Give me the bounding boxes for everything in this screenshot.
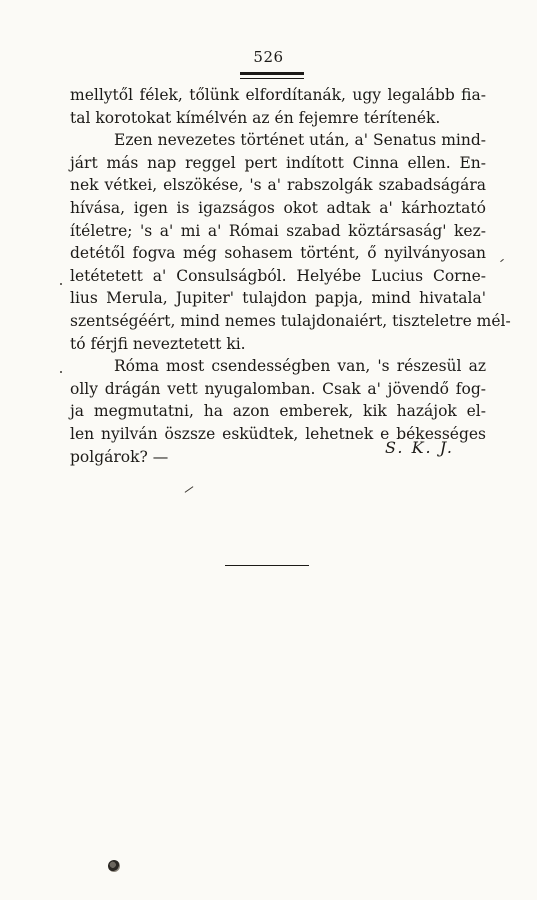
text-line: mellytől félek, tőlünk elfordítanák, ugy legalább fia- (70, 86, 486, 104)
printer-ornament-icon (108, 860, 120, 872)
ink-speck (500, 259, 504, 262)
text-line: polgárok? — (70, 447, 169, 466)
header-rule-thin (240, 78, 304, 79)
ink-speck (60, 283, 62, 285)
text-line: detétől fogva még sohasem történt, ő nyilványosan (70, 244, 486, 263)
text-line: szentségéért, mind nemes tulajdonaiért, tiszteletre mél- (70, 311, 511, 330)
text-line: len nyilván öszsze esküdtek, lehetnek e békességes (70, 424, 486, 443)
text-line: tal korotokat kímélvén az én fejemre térítenék. (70, 108, 441, 127)
bottom-rule (225, 565, 309, 566)
signature: S. K. J. (385, 438, 454, 457)
body-text (70, 84, 511, 468)
text-line: lius Merula, Jupiter' tulajdon papja, mind hivatala' (70, 289, 486, 308)
ink-speck (185, 486, 194, 493)
text-line: letétetett a' Consulságból. Helyébe Lucius Corne- (70, 266, 486, 285)
text-line: járt más nap reggel pert indított Cinna ellen. En- (70, 153, 486, 172)
text-line: Ezen nevezetes történet után, a' Senatus mind- (114, 131, 486, 150)
header-rule-thick (240, 72, 304, 75)
text-line: tó férjfi neveztetett ki. (70, 334, 246, 353)
text-line: ítéletre; 's a' mi a' Római szabad köztársaság' kez- (70, 221, 486, 240)
text-line: ja megmutatni, ha azon emberek, kik hazájok el- (70, 402, 486, 421)
page-number: 526 (253, 48, 284, 66)
text-line: nek vétkei, elszökése, 's a' rabszolgák szabadságára (70, 176, 486, 195)
text-line: Róma most csendességben van, 's részesül az (114, 357, 486, 376)
text-line: hívása, igen is igazságos okot adtak a' kárhoztató (70, 198, 486, 217)
text-line: olly drágán vett nyugalomban. Csak a' jövendő fog- (70, 379, 486, 398)
ink-speck (60, 371, 62, 373)
